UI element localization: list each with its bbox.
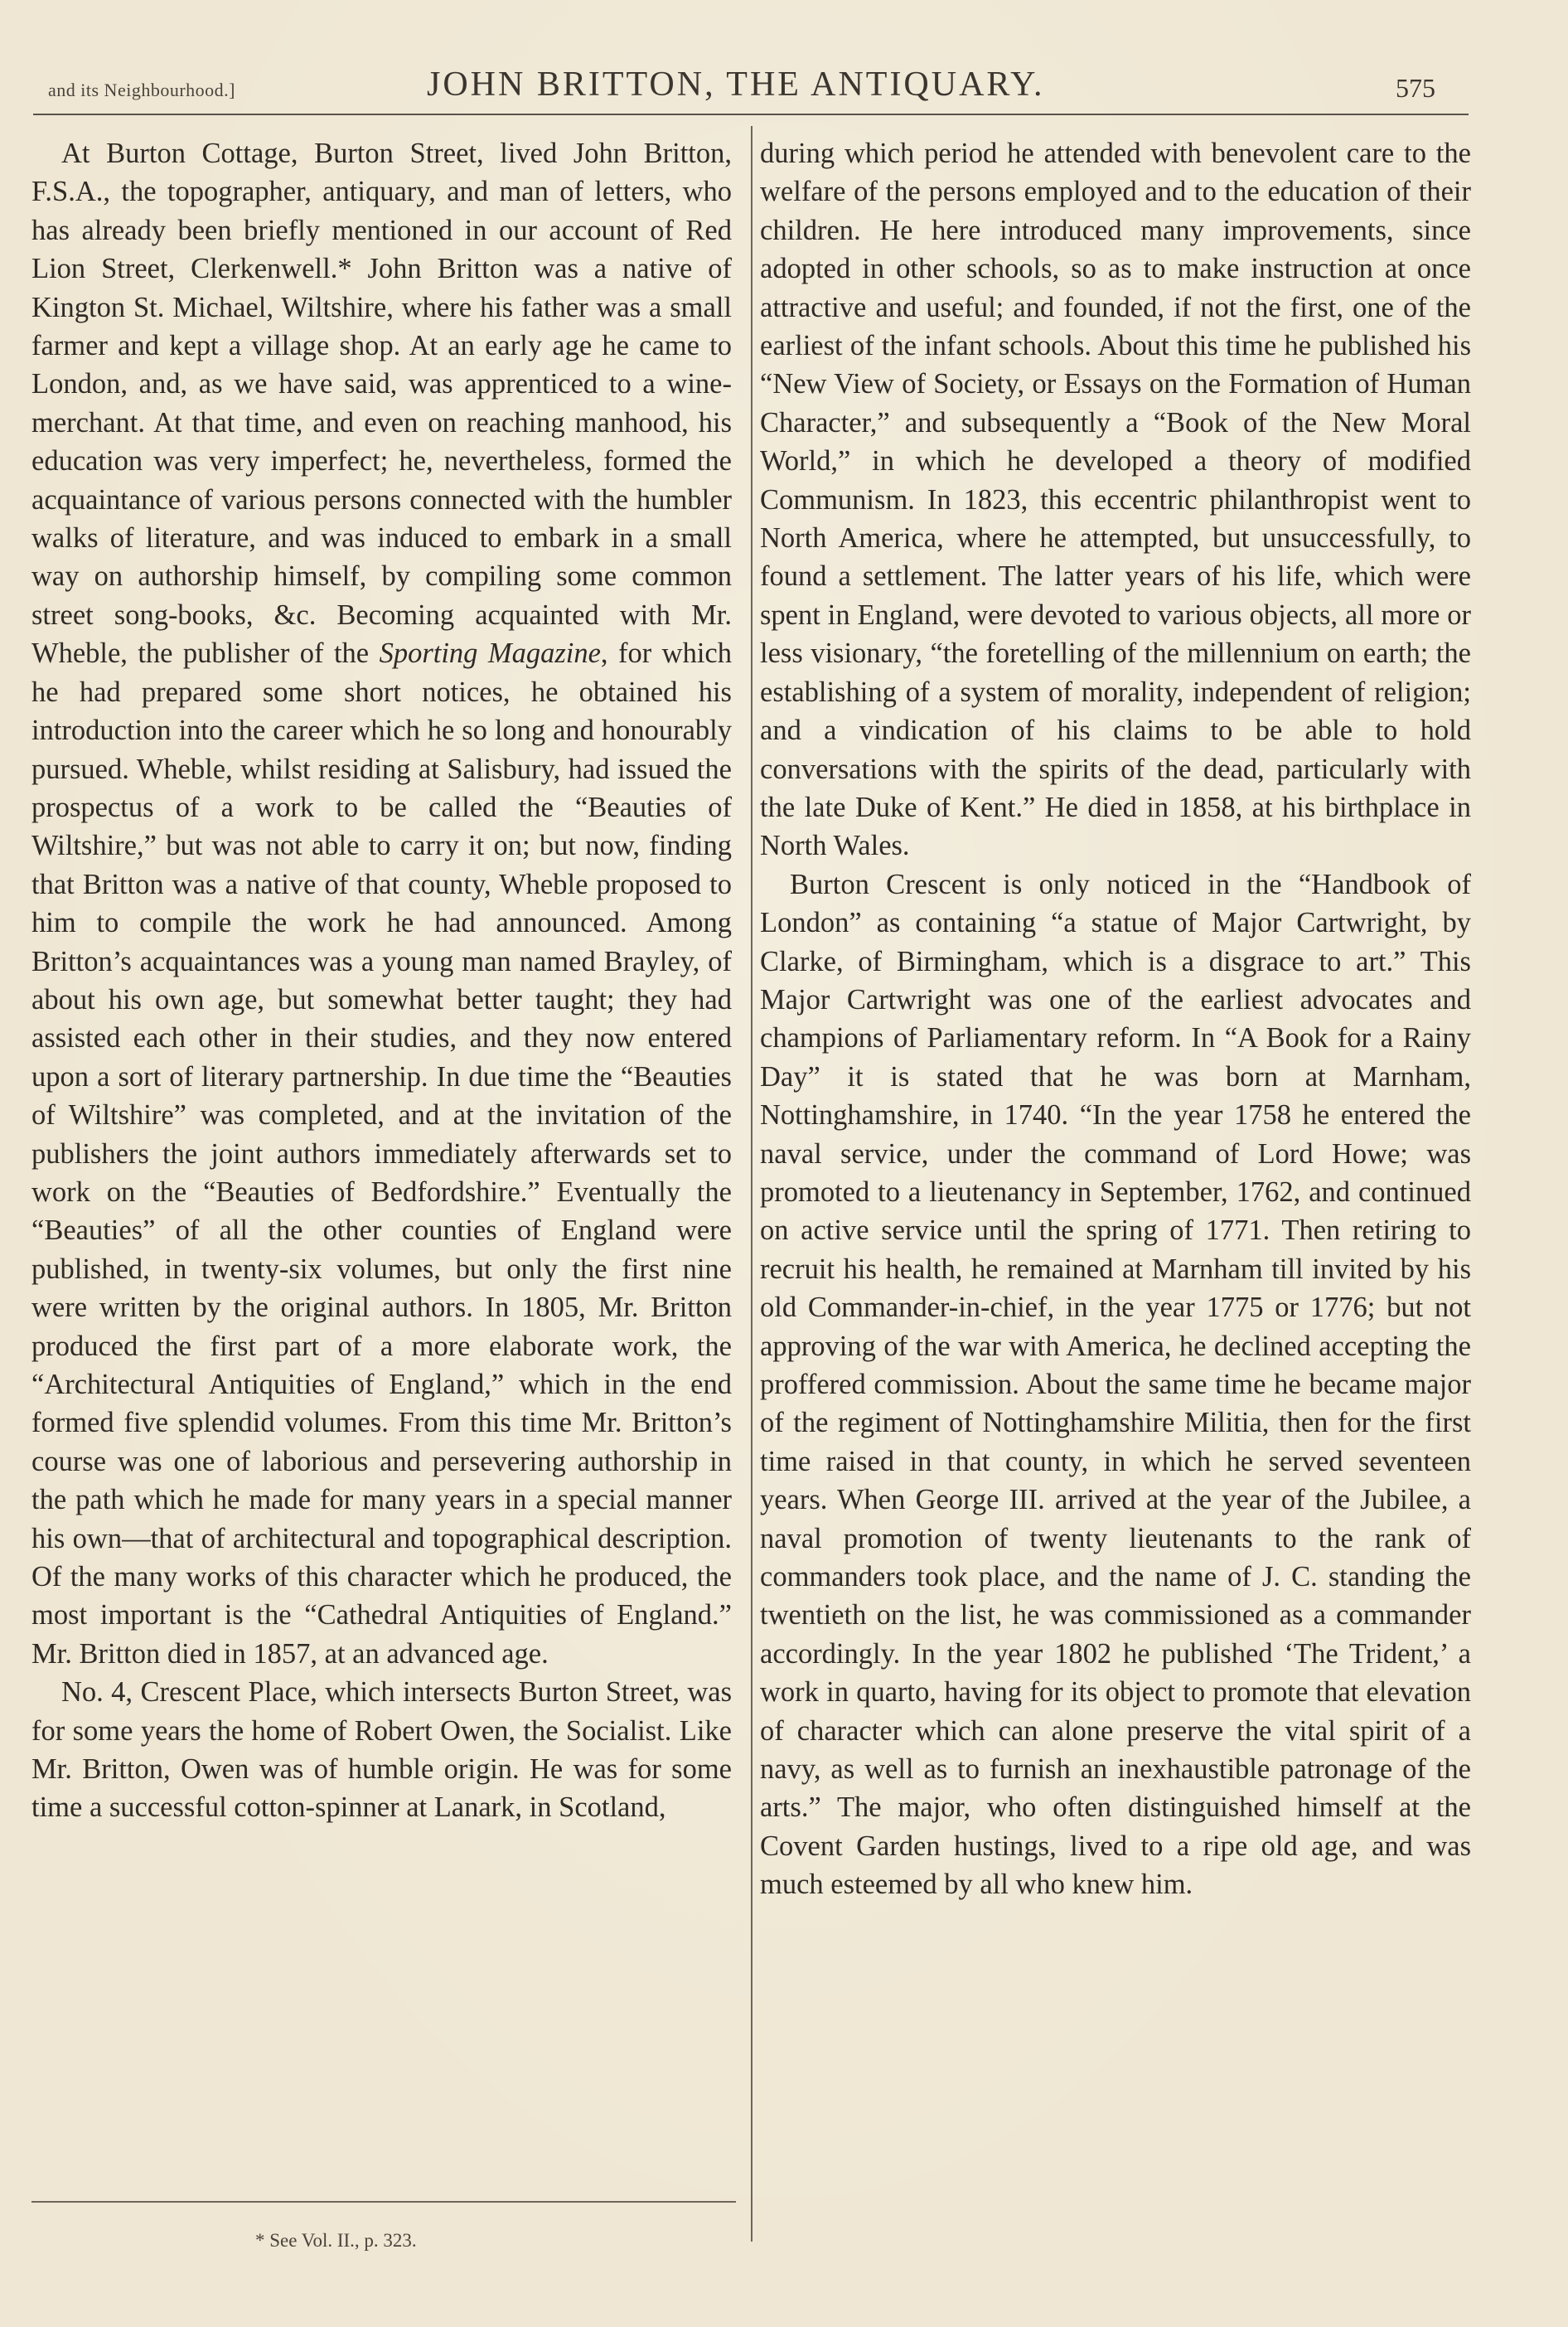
page-number: 575 [1396,73,1435,103]
header-divider [33,114,1469,115]
footnote: * See Vol. II., p. 323. [255,2230,417,2251]
left-column [31,134,732,1827]
paragraph-owen-start: No. 4, Crescent Place, which intersects Burton Street, was for some years the home of Robert Owen, the Socialist. Like Mr. Britton, Owen was of humble origin. He was for some time a successful cotton-spinner at Lanark, in Scotland, [31,1676,732,1824]
page-title: JOHN BRITTON, THE ANTIQUARY. [427,65,1045,104]
column-divider [751,126,753,2242]
paragraph-britton [31,134,732,1673]
running-header [0,65,1568,114]
paragraph-text: , for which he had prepared some short notices, he obtained his introduction into the career which he so long and honourably pursued. Wheble, whilst residing at Salisbury, had issued the prospectus of a work to be called the “Beauties of Wiltshire,” but was not able to carry it on; but now, finding that Britton was a native of that county, Wheble proposed to him to compile the work he had announced. Among Britton’s acquaintances was a young man named Brayley, of about his own age, but somewhat better taught; they had assisted each other in their studies, and they now entered upon a sort of literary partnership. In due time the “Beauties of Wiltshire” was completed, and at the invitation of the publishers the joint authors immediately afterwards set to work on the “Beauties of Bedfordshire.” Eventually the “Beauties” of all the other counties of England were published, in twenty-six volumes, but only the first nine were written by the original authors. In 1805, Mr. Britton produced the first part of a more elaborate work, the “Architectural Antiquities of England,” which in the end formed five splendid volumes. From this time Mr. Britton’s course was one of laborious and persevering authorship in the path which he made for many years in a special manner his own—that of architectural and topographical description. Of the many works of this character which he produced, the most important is the “Cathedral Antiquities of England.” Mr. Britton died in 1857, at an advanced age. [31,638,732,1670]
footnote-divider [31,2201,736,2203]
paragraph-cartwright: Burton Crescent is only noticed in the “Handbook of London” as containing “a statue of Major Cartwright, by Clarke, of Birmingham, which is a disgrace to art.” This Major Cartwright was one of the earliest advocates and champions of Parliamentary reform. In “A Book for a Rainy Day” it is stated that he was born at Marnham, Nottinghamshire, in 1740. “In the year 1758 he entered the naval service, under the command of Lord Howe; was promoted to a lieutenancy in September, 1762, and continued on active service until the spring of 1771. Then retiring to recruit his health, he remained at Marnham till invited by his old Commander-in-chief, in the year 1775 or 1776; but not approving of the war with America, he declined accepting the proffered commission. About the same time he became major of the regiment of Nottinghamshire Militia, then for the first time raised in that county, in which he served seventeen years. When George III. arrived at the year of the Jubilee, a naval promotion of twenty lieutenants to the rank of commanders took place, and the name of J. C. standing the twentieth on the list, he was commissioned as a commander accordingly. In the year 1802 he published ‘The Trident,’ a work in quarto, having for its object to promote that elevation of character which can alone preserve the vital spirit of a navy, as well as to furnish an inexhaustible patronage of the arts.” The major, who often distinguished himself at the Covent Garden hustings, lived to a ripe old age, and was much esteemed by all who knew him. [760,868,1471,1901]
header-section-label: and its Neighbourhood.] [48,80,235,100]
italic-title: Sporting Magazine [379,638,601,670]
paragraph-text: At Burton Cottage, Burton Street, lived John Britton, F.S.A., the topographer, antiquary, and man of letters, who has already been briefly mentioned in our account of Red Lion Street, Clerkenwell.* John Britton was a native of Kington St. Michael, Wiltshire, where his father was a small farmer and kept a village shop. At an early age he came to London, and, as we have said, was apprenticed to a wine-merchant. At that time, and even on reaching manhood, his education was very imperfect; he, nevertheless, formed the acquaintance of various persons connected with the humbler walks of literature, and was induced to embark in a small way on authorship himself, by compiling some common street song-books, &c. Becoming acquainted with Mr. Wheble, the publisher of the [31,138,732,670]
right-column [760,134,1471,1904]
paragraph-owen-continued: during which period he attended with benevolent care to the welfare of the persons employed and to the education of their children. He here introduced many improvements, since adopted in other schools, so as to make instruction at once attractive and useful; and founded, if not the first, one of the earliest of the infant schools. About this time he published his “New View of Society, or Essays on the Formation of Human Character,” and subsequently a “Book of the New Moral World,” in which he developed a theory of modified Communism. In 1823, this eccentric philanthropist went to North America, where he attempted, but unsuccessfully, to found a settlement. The latter years of his life, which were spent in England, were devoted to various objects, all more or less visionary, “the foretelling of the millennium on earth; the establishing of a system of morality, independent of religion; and a vindication of his claims to be able to hold conversations with the spirits of the dead, particularly with the late Duke of Kent.” He died in 1858, at his birthplace in North Wales. [760,138,1471,862]
